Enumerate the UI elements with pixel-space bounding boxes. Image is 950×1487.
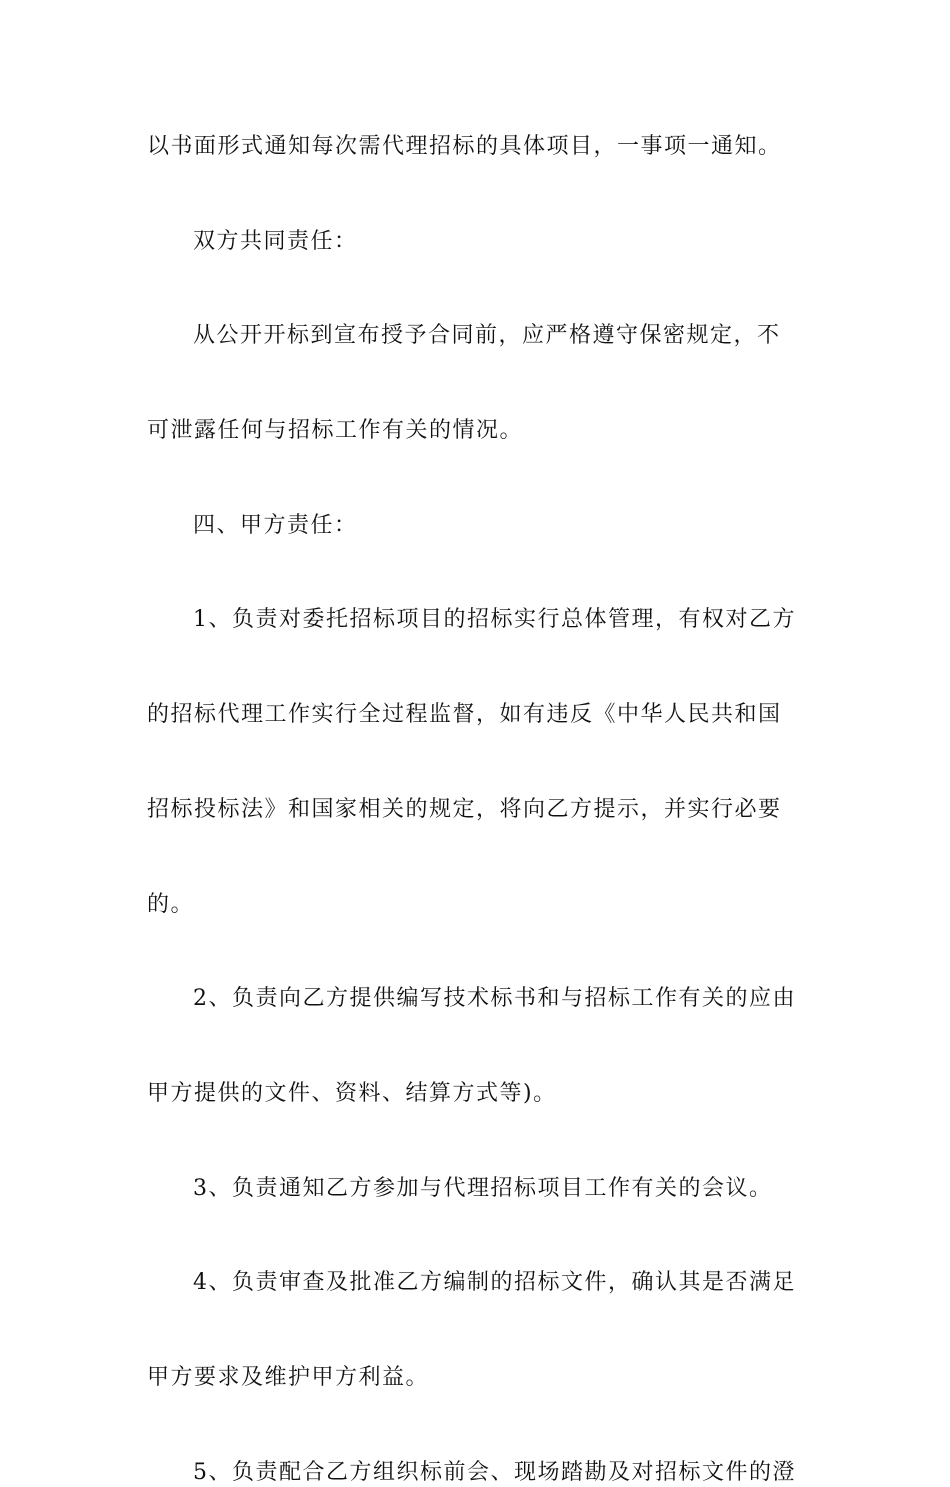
text-line: 从公开开标到宣布授予合同前，应严格遵守保密规定，不 — [193, 323, 781, 349]
text-line: 招标投标法》和国家相关的规定，将向乙方提示，并实行必要 — [147, 796, 782, 822]
text-line: 5、负责配合乙方组织标前会、现场踏勘及对招标文件的澄 — [193, 1459, 796, 1485]
text-line: 2、负责向乙方提供编写技术标书和与招标工作有关的应由 — [193, 986, 796, 1012]
text-line: 的招标代理工作实行全过程监督，如有违反《中华人民共和国 — [147, 702, 782, 728]
document-body — [147, 132, 807, 1487]
text-line: 1、负责对委托招标项目的招标实行总体管理，有权对乙方 — [193, 607, 796, 633]
text-line: 的。 — [147, 891, 195, 917]
text-line: 甲方提供的文件、资料、结算方式等)。 — [147, 1080, 557, 1106]
text-line: 可泄露任何与招标工作有关的情况。 — [147, 418, 524, 444]
text-line: 3、负责通知乙方参加与代理招标项目工作有关的会议。 — [193, 1175, 773, 1201]
text-line: 甲方要求及维护甲方利益。 — [147, 1364, 430, 1390]
text-line: 4、负责审查及批准乙方编制的招标文件，确认其是否满足 — [193, 1270, 796, 1296]
section-heading: 四、甲方责任： — [193, 512, 358, 538]
text-line: 以书面形式通知每次需代理招标的具体项目，一事项一通知。 — [147, 134, 782, 159]
section-heading: 双方共同责任： — [193, 228, 358, 254]
